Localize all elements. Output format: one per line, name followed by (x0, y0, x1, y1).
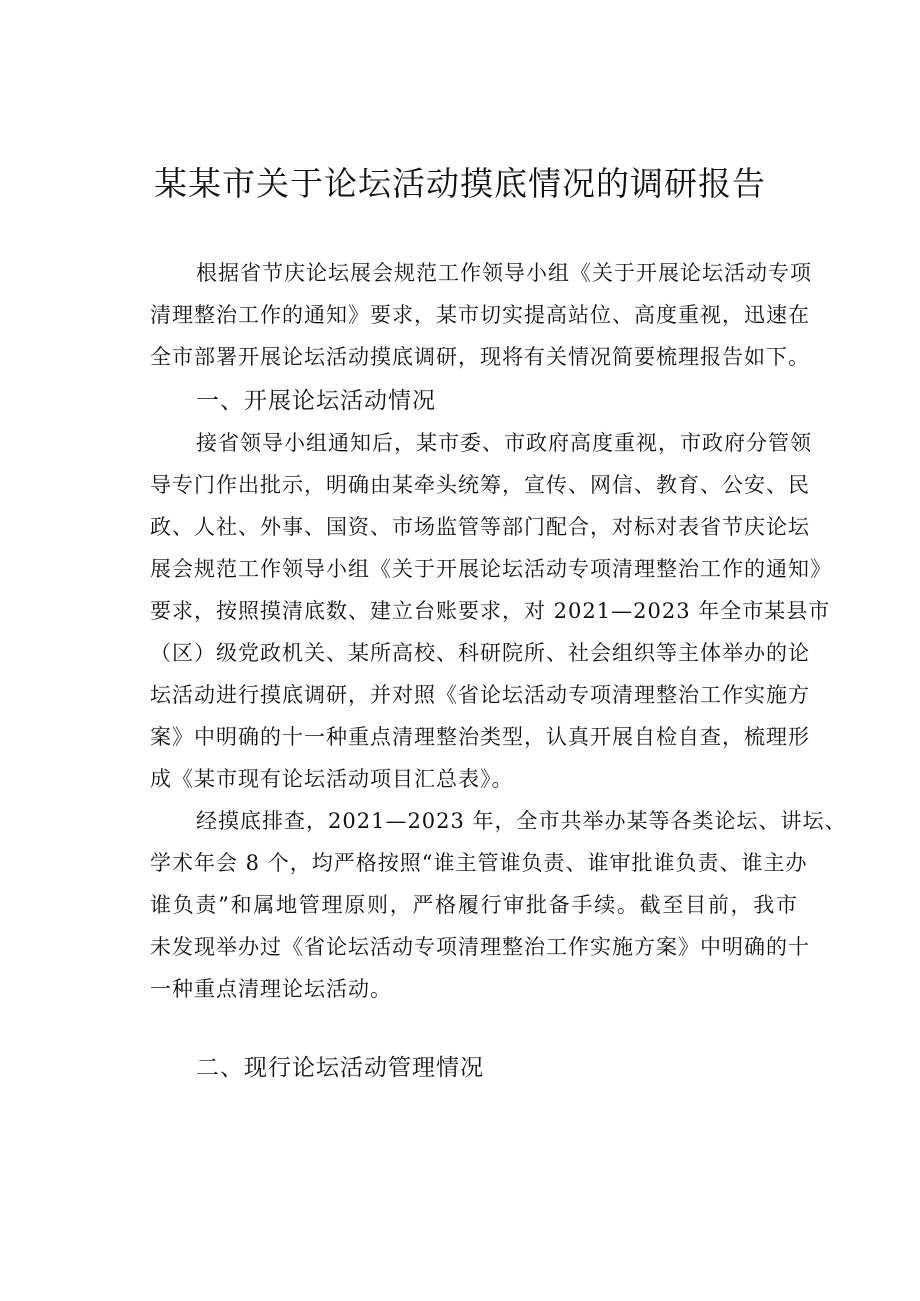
section-1-para-1-line-9: 成《某市现有论坛活动项目汇总表》。 (150, 767, 514, 791)
intro-line-3: 全市部署开展论坛活动摸底调研，现将有关情况简要梳理报告如下。 (150, 345, 810, 369)
section-1-para-1-line-5: 要求，按照摸清底数、建立台账要求，对 2021—2023 年全市某县市 (150, 599, 831, 623)
section-1-para-1-line-7: 坛活动进行摸底调研，并对照《省论坛活动专项清理整治工作实施方 (150, 683, 810, 707)
section-1-para-1-line-6: （区）级党政机关、某所高校、科研院所、社会组织等主体举办的论 (150, 641, 810, 665)
section-1-para-1-line-4: 展会规范工作领导小组《关于开展论坛活动专项清理整治工作的通知》 (150, 557, 832, 581)
intro-line-1: 根据省节庆论坛展会规范工作领导小组《关于开展论坛活动专项 (196, 261, 812, 285)
section-1-para-2-line-3: 谁负责”和属地管理原则，严格履行审批备手续。截至目前，我市 (150, 893, 798, 917)
section-2-heading: 二、现行论坛活动管理情况 (196, 1055, 484, 1081)
section-1-para-2-line-4: 未发现举办过《省论坛活动专项清理整治工作实施方案》中明确的十 (150, 935, 810, 959)
document-title: 某某市关于论坛活动摸底情况的调研报告 (154, 164, 766, 203)
section-1-para-2-line-1: 经摸底排查，2021—2023 年，全市共举办某等各类论坛、讲坛、 (196, 809, 847, 833)
section-1-para-1-line-8: 案》中明确的十一种重点清理整治类型，认真开展自检自查，梳理形 (150, 725, 810, 749)
intro-line-2: 清理整治工作的通知》要求，某市切实提高站位、高度重视，迅速在 (150, 303, 810, 327)
section-1-para-2-line-5: 一种重点清理论坛活动。 (150, 977, 392, 1001)
section-1-para-1-line-2: 导专门作出批示，明确由某牵头统筹，宣传、网信、教育、公安、民 (150, 473, 810, 497)
section-1-para-2-line-2: 学术年会 8 个，均严格按照“谁主管谁负责、谁审批谁负责、谁主办 (150, 851, 808, 875)
section-1-para-1-line-3: 政、人社、外事、国资、市场监管等部门配合，对标对表省节庆论坛 (150, 515, 810, 539)
section-1-heading: 一、开展论坛活动情况 (196, 388, 436, 414)
section-1-para-1-line-1: 接省领导小组通知后，某市委、市政府高度重视，市政府分管领 (196, 431, 812, 455)
